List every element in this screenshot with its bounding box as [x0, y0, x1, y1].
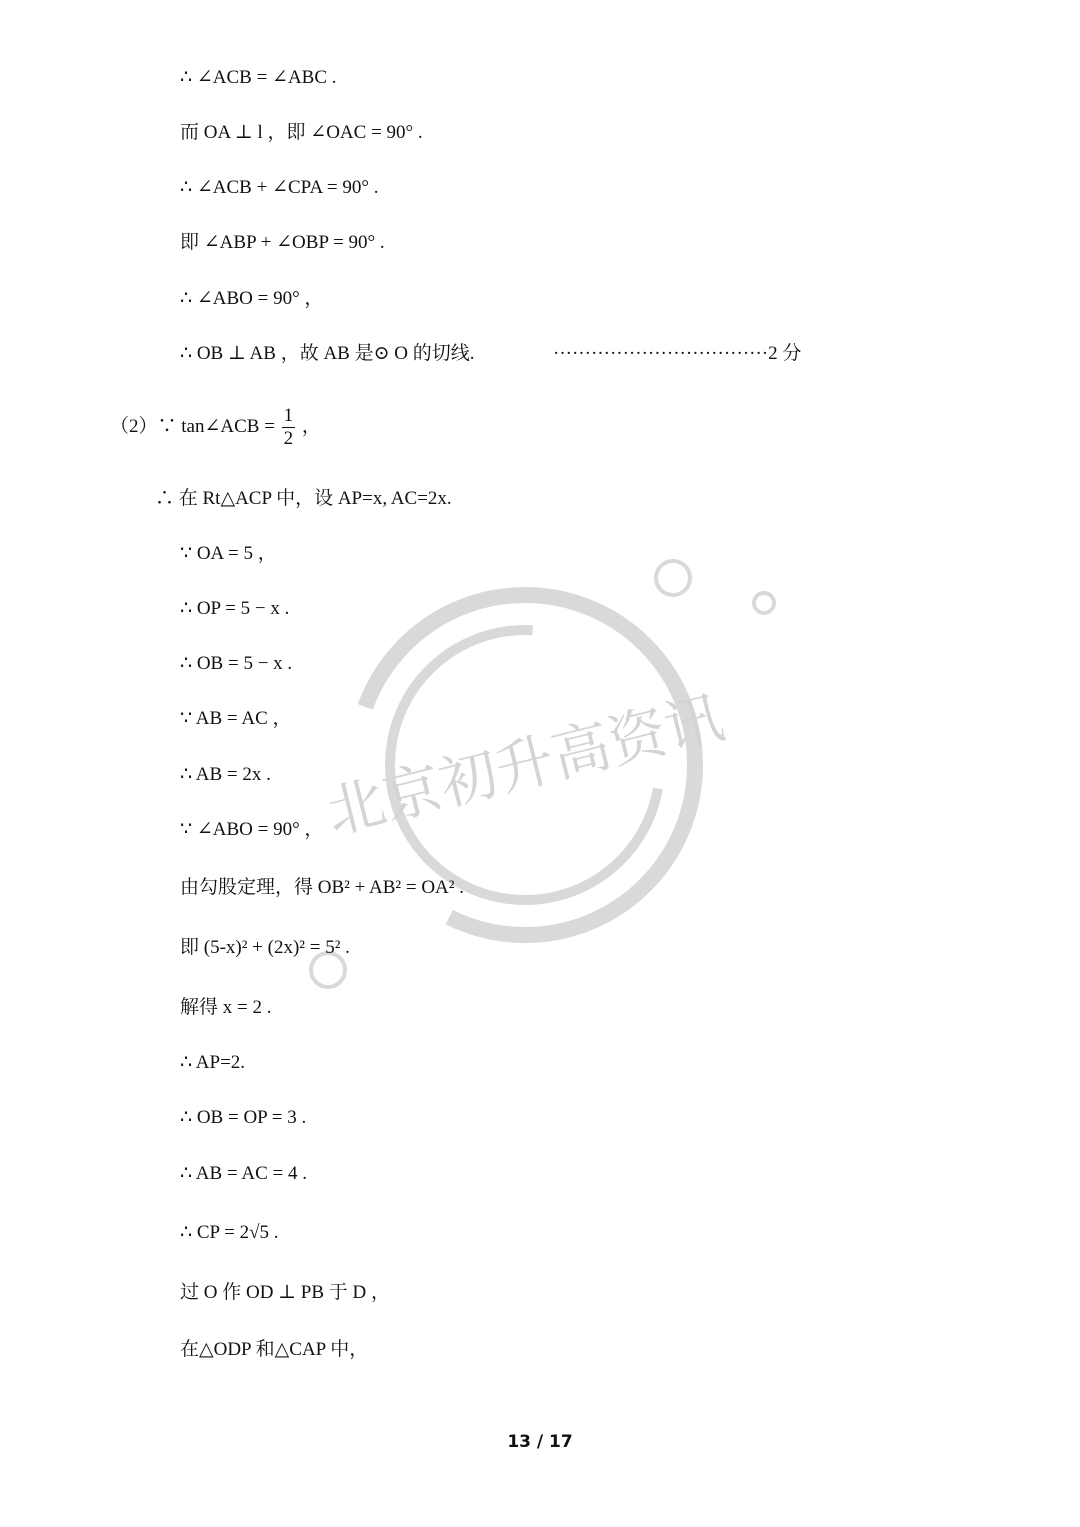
proof-line-8: ∴ 在 Rt△ACP 中，设 AP=x, AC=2x. [155, 488, 452, 509]
proof-line-4: 即 ∠ABP + ∠OBP = 90° . [180, 232, 385, 253]
proof-line-22: 过 O 作 OD ⊥ PB 于 D ， [180, 1282, 390, 1303]
fraction-denominator: 2 [283, 428, 294, 450]
proof-line-1: ∴ ∠ACB = ∠ABC . [180, 67, 337, 88]
proof-line-6: ∴ OB ⊥ AB ，故 AB 是⊙ O 的切线. [180, 343, 475, 364]
proof-line-2: 而 OA ⊥ l ，即 ∠OAC = 90° . [180, 122, 423, 143]
proof-line-15: 由勾股定理，得 OB² + AB² = OA² . [180, 877, 464, 898]
watermark-text: 北京初升高资讯 [319, 682, 731, 848]
part2-suffix: ， [301, 416, 321, 437]
proof-line-3: ∴ ∠ACB + ∠CPA = 90° . [180, 177, 379, 198]
proof-line-5: ∴ ∠ABO = 90° ， [180, 288, 324, 309]
proof-line-16: 即 (5-x)² + (2x)² = 5² . [180, 937, 350, 958]
proof-line-21: ∴ CP = 2√5 . [180, 1222, 279, 1243]
watermark-logo [300, 540, 820, 1000]
proof-line-17: 解得 x = 2 . [180, 997, 272, 1018]
proof-line-20: ∴ AB = AC = 4 . [180, 1163, 307, 1184]
proof-line-10: ∴ OP = 5 − x . [180, 598, 290, 619]
proof-line-23: 在△ODP 和△CAP 中， [180, 1339, 369, 1360]
part2-prefix: （2）∵ tan∠ACB = [110, 416, 275, 437]
proof-line-19: ∴ OB = OP = 3 . [180, 1107, 307, 1128]
proof-line-14: ∵ ∠ABO = 90° ， [180, 819, 324, 840]
part2-line [110, 402, 321, 452]
page-number: 13 / 17 [507, 1432, 573, 1452]
proof-line-9: ∵ OA = 5 ， [180, 543, 277, 564]
proof-line-13: ∴ AB = 2x . [180, 764, 271, 785]
fraction-numerator: 1 [283, 405, 294, 427]
proof-line-18: ∴ AP=2. [180, 1052, 246, 1073]
proof-line-11: ∴ OB = 5 − x . [180, 653, 293, 674]
proof-line-12: ∵ AB = AC ， [180, 708, 292, 729]
fraction [282, 405, 296, 450]
score-marker: ··································2 分 [553, 343, 802, 364]
